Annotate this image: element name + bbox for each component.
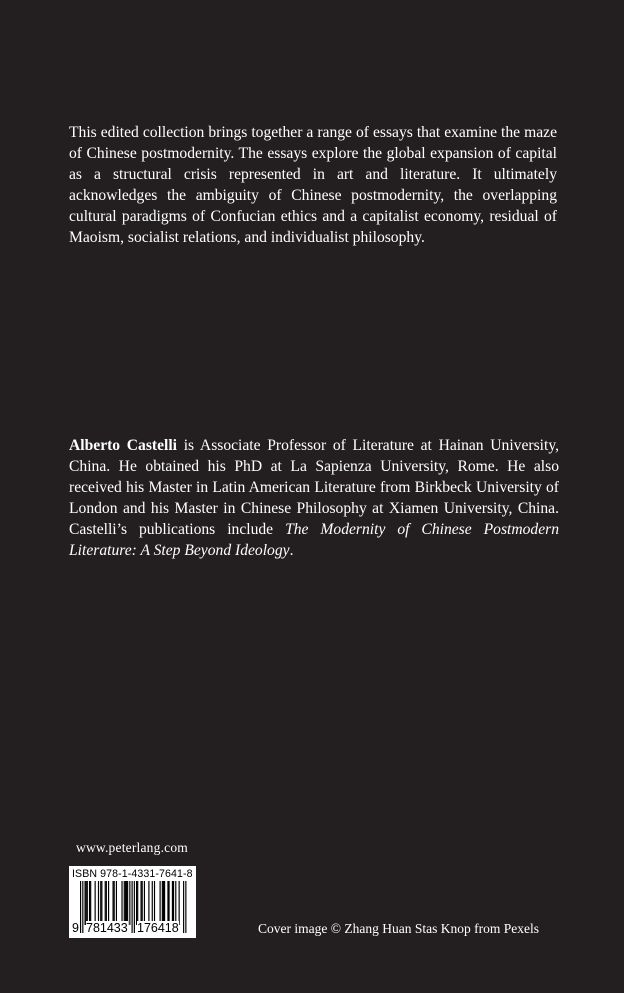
barcode-bar <box>124 881 125 925</box>
barcode-bar <box>160 881 161 925</box>
barcode-bar <box>167 881 168 925</box>
barcode-bar <box>137 881 138 925</box>
barcode-bar <box>101 881 102 925</box>
barcode-bar <box>121 881 122 925</box>
barcode-bar <box>87 881 88 925</box>
barcode-digits-right: 176418 <box>137 921 179 935</box>
isbn-label: ISBN 978-1-4331-7641-8 <box>72 868 193 880</box>
barcode-digit-first: 9 <box>72 921 79 935</box>
barcode-bar <box>129 881 130 925</box>
barcode-bar <box>179 881 180 925</box>
barcode-bar <box>164 881 165 925</box>
author-bio-text: is Associate Professor of Literature at Hainan University, China. He obtained his PhD at La Sapienza University, Rome. He also received his Master in Latin American Literature from Birkbeck University of London and his Master in Chinese Philosophy at Xiamen University, China. Castelli’s publications include <box>69 437 559 539</box>
barcode-bar <box>95 881 96 925</box>
barcode-bar <box>125 881 126 925</box>
barcode-digits-left: 781433 <box>86 921 128 935</box>
barcode-bar <box>105 881 106 925</box>
barcode-bar <box>98 881 99 925</box>
barcode-bar <box>100 881 101 925</box>
barcode-bar <box>148 881 149 925</box>
barcode-bar <box>90 881 91 925</box>
barcode-bar <box>152 881 153 925</box>
barcode-bar <box>142 881 143 925</box>
publication-title: The Modernity of Chinese Postmodern Literature: A Step Beyond Ideology <box>69 521 559 560</box>
barcode-bar <box>89 881 90 925</box>
barcode-bar <box>116 881 117 925</box>
book-description: This edited collection brings together a range of essays that examine the maze of Chinese postmodernity. The essays explore the global expansion of capital as a structural crisis represented in art and literature. It ultimately acknowledges the ambiguity of Chinese postmodernity, the overlapping cultural paradigms of Confucian ethics and a capitalist economy, residual of Maoism, socialist relations, and individualist philosophy. <box>69 124 557 247</box>
barcode-bar <box>168 881 169 925</box>
publisher-website[interactable]: www.peterlang.com <box>76 840 188 855</box>
barcode-bar <box>86 881 87 925</box>
barcode-bar <box>136 881 137 925</box>
isbn-barcode <box>69 866 196 938</box>
cover-image-credit: Cover image © Zhang Huan Stas Knop from Pexels <box>258 921 539 936</box>
barcode-bar <box>108 881 109 925</box>
barcode-bar <box>154 881 155 925</box>
author-bio <box>69 435 559 562</box>
barcode-bar <box>144 881 145 925</box>
barcode-bar <box>112 881 113 925</box>
barcode-digits <box>69 921 196 937</box>
barcode-bar <box>162 881 163 925</box>
author-bio-end: . <box>289 542 294 560</box>
author-name: Alberto Castelli <box>69 437 178 454</box>
barcode-bar <box>175 881 176 925</box>
barcode-bar <box>172 881 173 925</box>
barcode-bar <box>126 881 127 925</box>
barcode-bar <box>127 881 128 925</box>
barcode-bar <box>140 881 141 925</box>
barcode-bar <box>84 881 85 925</box>
barcode-bar <box>106 881 107 925</box>
barcode-bar <box>173 881 174 925</box>
barcode-bar <box>163 881 164 925</box>
barcode-bar <box>114 881 115 925</box>
